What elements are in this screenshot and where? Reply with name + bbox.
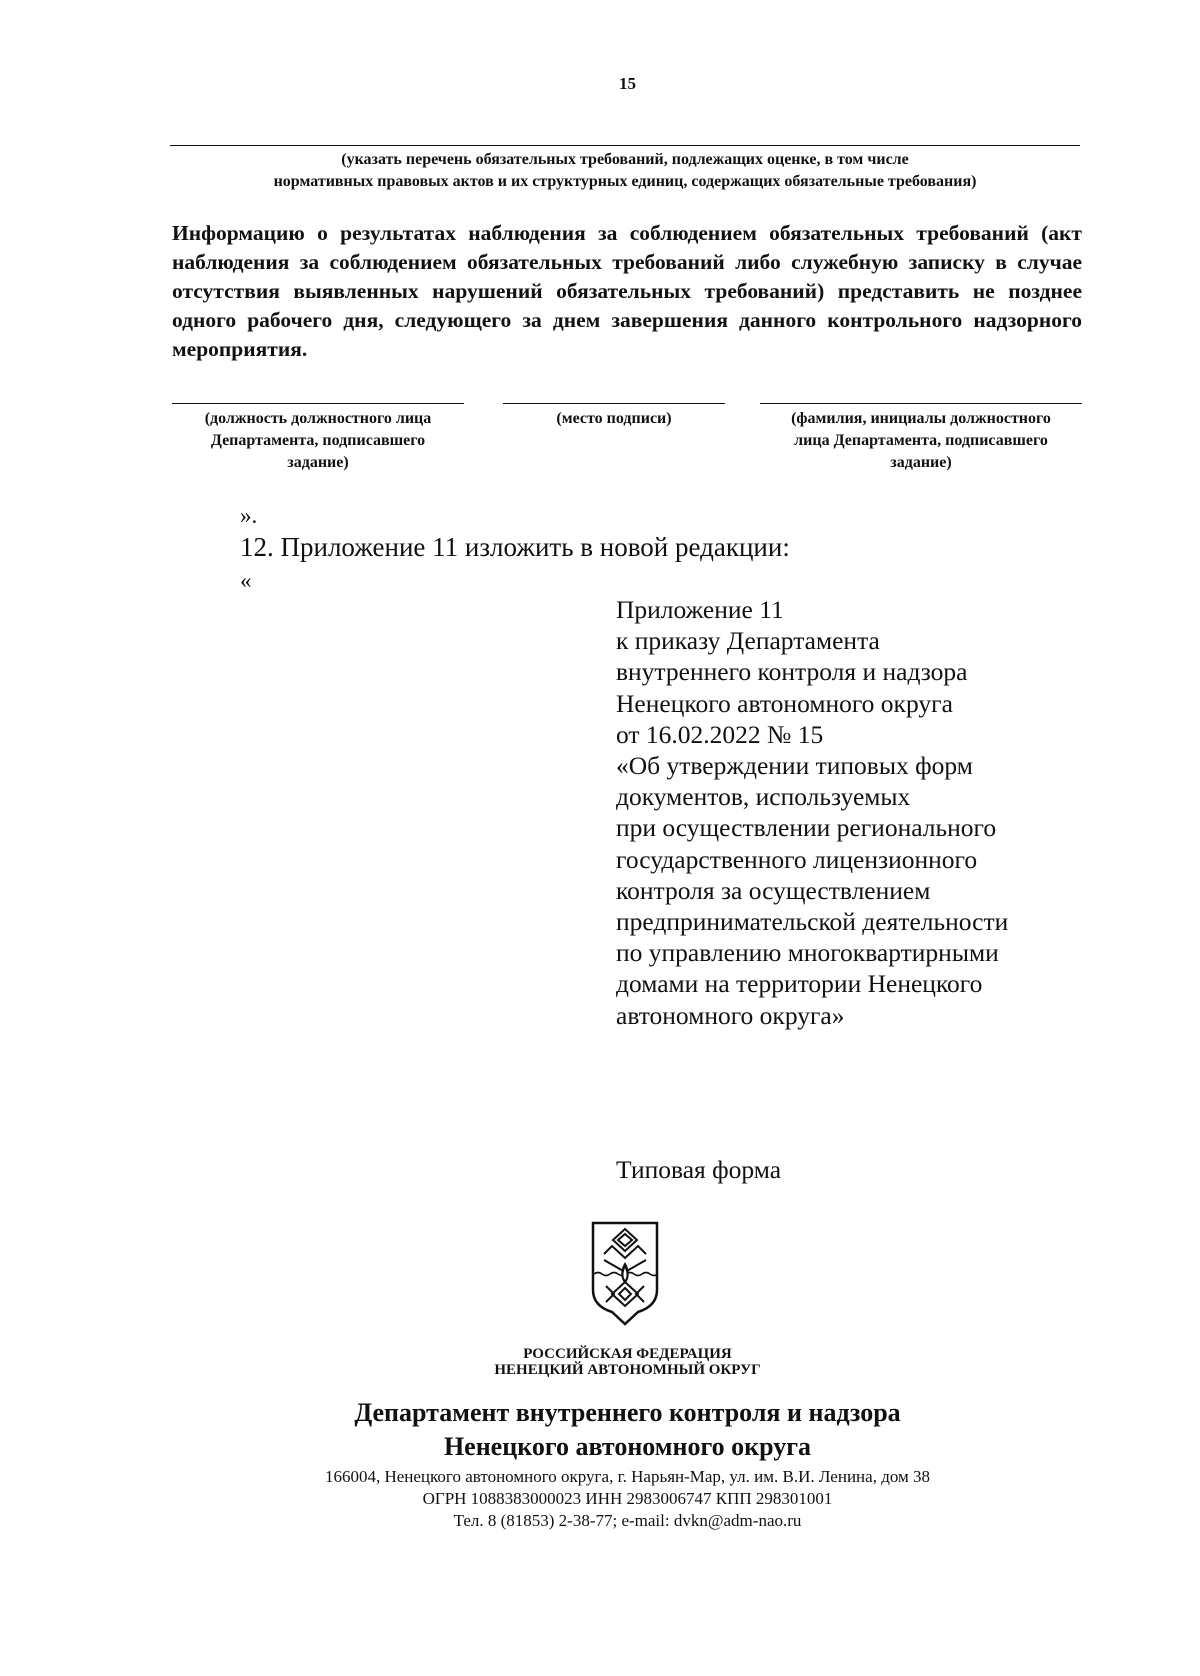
country-caption (0, 1346, 1200, 1378)
department-title-line-2: Ненецкого автономного округа (443, 1432, 812, 1461)
closing-quote: ». (240, 503, 258, 528)
page-number: 15 (619, 74, 636, 93)
department-title-line-1: Департамент внутреннего контроля и надзора (354, 1398, 901, 1427)
appendix-line: контроля за осуществлением (616, 875, 931, 905)
signature-name-line (760, 403, 1082, 404)
appendix-line: от 16.02.2022 № 15 (616, 719, 824, 749)
signature-name-field (760, 403, 1082, 474)
signature-place-caption: (место подписи) (556, 410, 672, 427)
appendix-line: домами на территории Ненецкого (616, 969, 983, 999)
appendix-line: автономного округа» (616, 1000, 845, 1030)
department-contacts (0, 1466, 1200, 1532)
appendix-line: государственного лицензионного (616, 844, 978, 874)
form-type-label: Типовая форма (616, 1155, 782, 1184)
coat-of-arms-emblem (590, 1220, 660, 1326)
appendix-line: к приказу Департамента (616, 626, 880, 656)
appendix-line: внутреннего контроля и надзора (616, 657, 968, 687)
signature-name-caption-2: лица Департамента, подписавшего (794, 432, 1048, 449)
fill-in-caption (170, 149, 1080, 193)
appendix-line: Ненецкого автономного округа (616, 688, 953, 718)
fill-in-caption-line-1: (указать перечень обязательных требований, подлежащих оценке, в том числе (341, 151, 909, 168)
item-heading: 12. Приложение 11 изложить в новой редакции: (240, 532, 790, 562)
signature-place-line (503, 403, 725, 404)
signature-position-caption-1: (должность должностного лица (204, 410, 432, 427)
signature-name-caption-3: задание) (890, 454, 952, 471)
appendix-reference (616, 594, 1076, 1031)
info-paragraph: Информацию о результатах наблюдения за соблюдением обязательных требований (акт наблюдения за соблюдением обязательных требований либо служебную записку в случае отсутствия выявленных нарушений обязательных требований) представить не позднее одного рабочего дня, следующего за днем завершения данного контрольного надзорного мероприятия. (172, 221, 1082, 361)
signature-position-caption-2: Департамента, подписавшего (210, 432, 426, 449)
department-title (0, 1396, 1200, 1464)
signature-place-field (503, 403, 725, 430)
department-phone-email: Тел. 8 (81853) 2-38-77; e-mail: dvkn@adm-nao.ru (453, 1511, 802, 1530)
department-registry: ОГРН 1088383000023 ИНН 2983006747 КПП 298301001 (422, 1489, 833, 1508)
department-address: 166004, Ненецкого автономного округа, г. Нарьян-Мар, ул. им. В.И. Ленина, дом 38 (324, 1467, 931, 1486)
signature-name-caption-1: (фамилия, инициалы должностного (791, 410, 1051, 427)
signature-position-caption-3: задание) (287, 454, 349, 471)
appendix-line: Приложение 11 (616, 595, 784, 624)
signature-position-line (172, 403, 464, 404)
fill-in-line (170, 145, 1080, 146)
region-name: НЕНЕЦКИЙ АВТОНОМНЫЙ ОКРУГ (494, 1362, 761, 1378)
appendix-line: «Об утверждении типовых форм (616, 751, 973, 781)
appendix-line: по управлению многоквартирными (616, 938, 999, 968)
signature-position-field (172, 403, 464, 474)
appendix-line: предпринимательской деятельности (616, 907, 1009, 937)
appendix-line: при осуществлении регионального (616, 813, 997, 843)
opening-quote: « (240, 568, 252, 593)
country-name: РОССИЙСКАЯ ФЕДЕРАЦИЯ (523, 1346, 732, 1362)
fill-in-caption-line-2: нормативных правовых актов и их структурных единиц, содержащих обязательные требования) (273, 173, 977, 190)
appendix-line: документов, используемых (616, 782, 911, 812)
